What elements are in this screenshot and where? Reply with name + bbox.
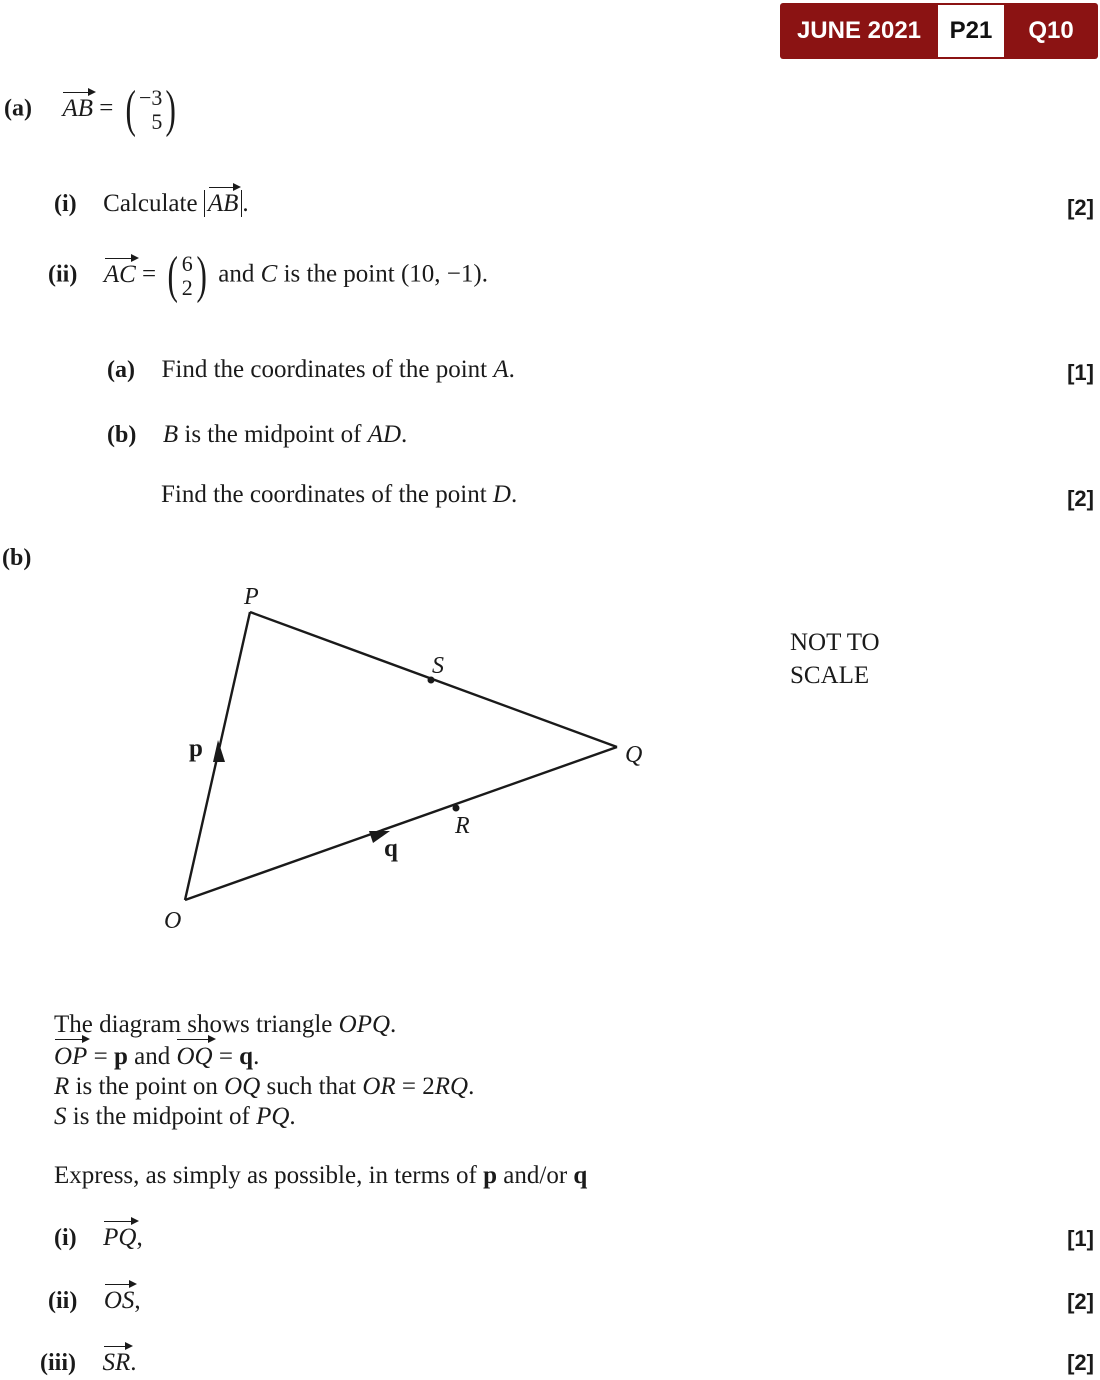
text-point-c-coords: is the point (10, −1). — [283, 260, 488, 288]
point-d: D — [492, 481, 511, 508]
equals-oq: = — [218, 1043, 233, 1070]
point-b: B — [162, 421, 179, 448]
part-b-iii-label: (iii) — [40, 1350, 76, 1376]
part-b-i-question — [54, 1222, 143, 1252]
part-b-iii-end: . — [130, 1349, 137, 1376]
part-a-label: (a) — [4, 95, 32, 122]
not-to-scale-line1: NOT TO — [790, 629, 880, 656]
express-andor: and/or — [503, 1162, 568, 1189]
label-p: P — [244, 584, 259, 610]
label-q: Q — [625, 742, 643, 768]
part-a-ii-b-label: (b) — [107, 422, 137, 448]
vector-q-text: q — [239, 1043, 254, 1070]
text-and: and — [218, 260, 255, 288]
part-b-i-end: , — [136, 1224, 143, 1251]
label-r: R — [455, 813, 470, 839]
marks-b-ii: [2] — [1067, 1289, 1094, 1314]
vector-os: OS — [103, 1287, 135, 1314]
equals-op: = — [93, 1043, 108, 1070]
marks-a-ii-b: [2] — [1067, 486, 1094, 511]
line3-r: R — [54, 1073, 70, 1100]
side-oq — [185, 747, 617, 900]
part-b-ii-label: (ii) — [48, 1288, 78, 1314]
line3-eq: = 2 — [401, 1073, 435, 1100]
part-a-i-text: Calculate — [103, 190, 198, 217]
vector-oq: OQ — [176, 1040, 212, 1072]
line3-text-a: is the point on — [75, 1073, 218, 1100]
part-a-ii-label: (ii) — [48, 261, 78, 288]
equals-sign-ac: = — [142, 260, 157, 288]
and-text: and — [134, 1043, 171, 1070]
label-o: O — [164, 908, 182, 934]
part-b-iii-question — [40, 1347, 137, 1377]
line3-end: . — [468, 1073, 475, 1100]
marks-a-ii-a: [1] — [1067, 360, 1094, 385]
badge-session: JUNE 2021 — [796, 17, 922, 44]
part-a-ii-a-text: Find the coordinates of the point — [161, 356, 488, 383]
part-b-line4 — [54, 1102, 474, 1132]
part-b-ii-question — [48, 1285, 141, 1315]
ab-bottom-entry: 5 — [151, 109, 163, 134]
part-a-i-label: (i) — [54, 191, 77, 217]
point-a: A — [493, 356, 509, 383]
label-vector-p: p — [189, 735, 203, 762]
express-text: Express, as simply as possible, in terms of — [54, 1162, 477, 1189]
part-b-line2 — [54, 1040, 474, 1072]
line3-text-b: such that — [266, 1073, 357, 1100]
badge-question: Q10 — [1028, 17, 1074, 44]
ac-top-entry: 6 — [181, 251, 193, 276]
line1-end: . — [390, 1011, 397, 1038]
marks-a-i: [2] — [1067, 195, 1094, 220]
vector-op: OP — [54, 1040, 87, 1072]
point-r-dot — [453, 805, 460, 812]
part-a-i-end: . — [242, 190, 249, 217]
vector-pq: PQ — [103, 1224, 137, 1251]
part-a-ii-b-end2: . — [510, 481, 518, 508]
ac-bottom-entry: 2 — [181, 275, 193, 300]
label-s: S — [432, 653, 444, 679]
marks-b-iii: [2] — [1067, 1350, 1094, 1375]
part-b-line3 — [54, 1072, 474, 1102]
line4-text: is the midpoint of — [72, 1103, 250, 1130]
line2-end: . — [253, 1043, 260, 1070]
badge-paper: P21 — [938, 5, 1004, 57]
column-vector-ac: ( 6 2 ) — [167, 247, 207, 304]
line3-rq: RQ — [434, 1073, 469, 1100]
part-b-label: (b) — [2, 545, 32, 571]
vector-p-text: p — [113, 1043, 128, 1070]
part-a-ii-b-text: is the midpoint of — [184, 421, 362, 448]
arrow-p — [213, 740, 225, 762]
part-a-ii-b-line2: Find the coordinates of the point — [161, 481, 487, 508]
express-q: q — [573, 1162, 588, 1189]
line1-text: The diagram shows triangle — [54, 1011, 333, 1038]
not-to-scale-note — [790, 626, 880, 692]
equals-sign: = — [99, 94, 114, 122]
point-c: C — [260, 260, 278, 288]
column-vector-ab: ( −3 5 ) — [125, 81, 177, 138]
vector-ab: AB — [62, 94, 94, 122]
marks-b-i: [1] — [1067, 1226, 1094, 1251]
part-a-ii-a-end: . — [508, 356, 515, 383]
label-vector-q: q — [384, 835, 398, 862]
line4-end: . — [289, 1103, 296, 1130]
part-b-i-label: (i) — [54, 1225, 77, 1251]
part-b-line1 — [54, 1010, 474, 1040]
line3-or: OR — [362, 1073, 396, 1100]
part-b-ii-end: , — [134, 1287, 141, 1314]
part-b-statement — [54, 1010, 474, 1132]
line4-s: S — [54, 1103, 67, 1130]
vector-ab-magnitude: AB — [207, 190, 239, 217]
segment-ad: AD — [367, 421, 402, 448]
express-p: p — [483, 1162, 498, 1189]
vector-sr: SR — [102, 1349, 131, 1376]
line4-pq: PQ — [256, 1103, 290, 1130]
part-a-ii-a-label: (a) — [107, 357, 135, 383]
ab-top-entry: −3 — [138, 85, 163, 110]
not-to-scale-line2: SCALE — [790, 662, 870, 689]
triangle-name: OPQ — [338, 1011, 391, 1038]
line3-oq: OQ — [224, 1073, 261, 1100]
part-a-ii-b-end: . — [401, 421, 408, 448]
part-b-express-instruction — [54, 1162, 587, 1190]
vector-ac: AC — [103, 260, 136, 288]
